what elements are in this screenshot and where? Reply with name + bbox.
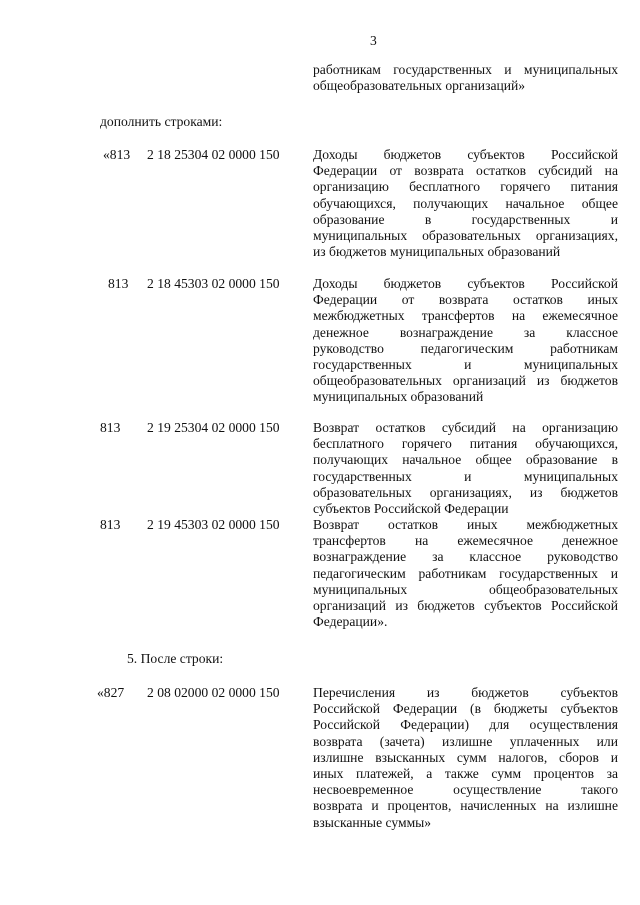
- description-line: руководство педагогическим работникам: [313, 340, 618, 356]
- description-line: организаций из бюджетов субъектов Российской: [313, 597, 618, 613]
- row-admin-code: «813: [103, 147, 131, 162]
- row-budget-code: 2 19 45303 02 0000 150: [147, 517, 280, 532]
- description-line: получающих начальное общее образование в: [313, 452, 618, 468]
- description-line: межбюджетных трансфертов на ежемесячное: [313, 308, 618, 324]
- description-line: Федерации от возврата остатков субсидий на: [313, 163, 618, 179]
- row-admin-code: 813: [100, 517, 121, 532]
- description-line: Перечисления из бюджетов субъектов: [313, 685, 618, 700]
- description-line: образование в государственных и: [313, 211, 618, 227]
- description-line: организацию бесплатного горячего питания: [313, 179, 618, 195]
- description-line: Федерации».: [313, 614, 388, 630]
- description-line: муниципальных общеобразовательных: [313, 581, 618, 597]
- row-description: [313, 420, 618, 517]
- row-admin-code: «827: [97, 685, 125, 700]
- row-description: [313, 276, 618, 406]
- row-description: [313, 147, 618, 260]
- continued-description: [313, 62, 618, 94]
- description-line: государственных и муниципальных: [313, 356, 618, 372]
- row-description: [313, 685, 618, 831]
- description-line: иных платежей, а также сумм процентов за: [313, 765, 618, 781]
- row-budget-code: 2 19 25304 02 0000 150: [147, 420, 280, 435]
- description-line: Возврат остатков субсидий на организацию: [313, 420, 618, 435]
- page-number: 3: [370, 33, 377, 48]
- description-line: трансфертов на ежемесячное денежное: [313, 533, 618, 549]
- description-line: излишне взысканных сумм налогов, сборов и: [313, 749, 618, 765]
- description-line: обучающихся, получающих начальное общее: [313, 195, 618, 211]
- row-admin-code: 813: [100, 420, 121, 435]
- description-line: общеобразовательных организаций»: [313, 78, 526, 94]
- description-line: из бюджетов муниципальных образований: [313, 244, 561, 260]
- description-line: педагогическим работникам государственных и: [313, 565, 618, 581]
- description-line: Возврат остатков иных межбюджетных: [313, 517, 618, 532]
- description-line: работникам государственных и муниципальных: [313, 62, 618, 77]
- row-budget-code: 2 18 25304 02 0000 150: [147, 147, 280, 162]
- description-line: муниципальных образований: [313, 389, 484, 405]
- description-line: возврата (зачета) излишне уплаченных или: [313, 733, 618, 749]
- description-line: денежное вознаграждение за классное: [313, 324, 618, 340]
- section-5-label: 5. После строки:: [127, 651, 224, 666]
- description-line: общеобразовательных организаций из бюджетов: [313, 373, 618, 389]
- add-lines-label: дополнить строками:: [100, 114, 223, 129]
- description-line: субъектов Российской Федерации: [313, 500, 509, 516]
- description-line: вознаграждение за классное руководство: [313, 549, 618, 565]
- row-budget-code: 2 18 45303 02 0000 150: [147, 276, 280, 291]
- row-admin-code: 813: [108, 276, 129, 291]
- description-line: Российской Федерации (в бюджеты субъектов: [313, 701, 618, 717]
- description-line: образовательных организациях, из бюджетов: [313, 484, 618, 500]
- description-line: государственных и муниципальных: [313, 468, 618, 484]
- description-line: несвоевременное осуществление такого: [313, 782, 618, 798]
- description-line: муниципальных образовательных организациях,: [313, 227, 618, 243]
- description-line: Российской Федерации) для осуществления: [313, 717, 618, 733]
- description-line: бесплатного горячего питания обучающихся,: [313, 436, 618, 452]
- description-line: взысканные суммы»: [313, 814, 432, 830]
- row-description: [313, 517, 618, 630]
- row-budget-code: 2 08 02000 02 0000 150: [147, 685, 280, 700]
- description-line: Доходы бюджетов субъектов Российской: [313, 147, 618, 162]
- description-line: Федерации от возврата остатков иных: [313, 292, 618, 308]
- description-line: возврата и процентов, начисленных на излишне: [313, 798, 618, 814]
- description-line: Доходы бюджетов субъектов Российской: [313, 276, 618, 291]
